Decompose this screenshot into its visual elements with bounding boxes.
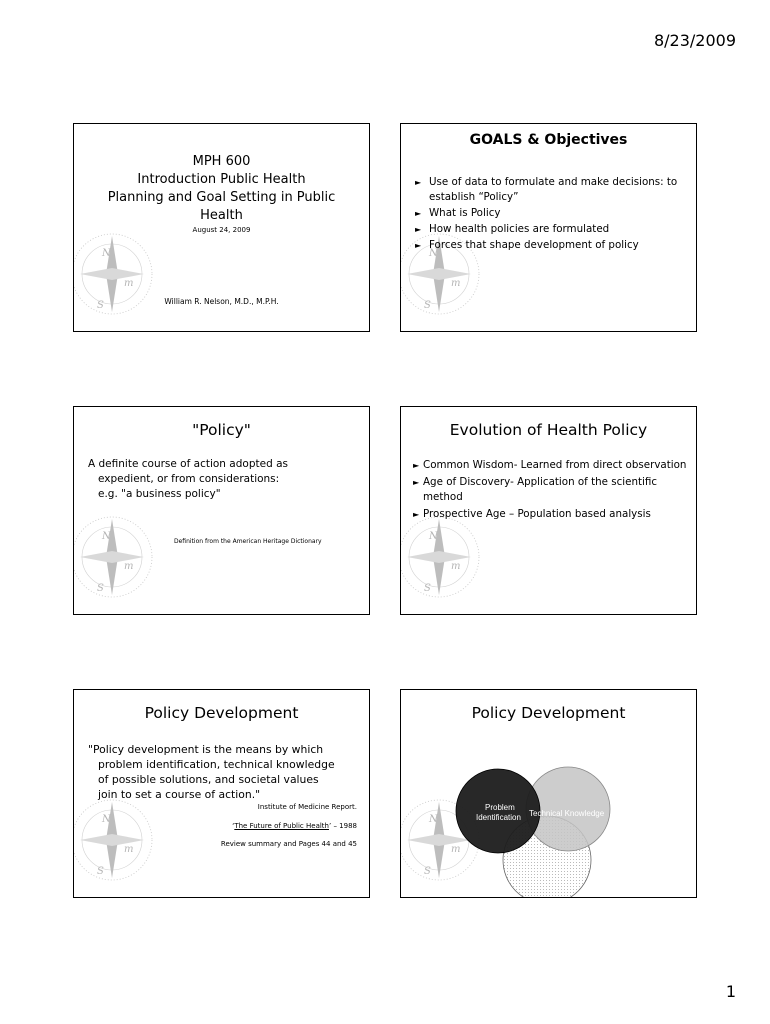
- compass-icon: [73, 792, 160, 888]
- svg-text:S: S: [97, 866, 104, 877]
- svg-text:m: m: [451, 278, 461, 289]
- triangle-bullet-icon: ►: [415, 225, 422, 234]
- svg-text:S: S: [97, 300, 104, 311]
- lecture-date: August 24, 2009: [192, 226, 251, 234]
- venn-label-technical: Technical Knowledge: [529, 809, 605, 818]
- slide-evolution: [400, 406, 697, 615]
- list-item: ► Age of Discovery- Application of the scientific method: [413, 476, 658, 503]
- svg-text:N: N: [102, 814, 111, 825]
- slide-policy-development-quote: [73, 689, 370, 898]
- svg-text:S: S: [424, 583, 431, 594]
- slide-heading: Policy Development: [144, 704, 299, 722]
- svg-text:m: m: [451, 844, 461, 855]
- quote-line: join to set a course of action.": [98, 788, 261, 801]
- reference-title: ‘The Future of Public Health’ – 1988: [232, 822, 357, 830]
- svg-text:N: N: [429, 531, 438, 542]
- source-note: Definition from the American Heritage Dictionary: [174, 538, 322, 545]
- triangle-bullet-icon: ►: [415, 209, 422, 218]
- definition-text: [88, 457, 357, 502]
- triangle-bullet-icon: ►: [413, 461, 420, 470]
- slide-heading: "Policy": [192, 421, 251, 439]
- slide-policy-definition: [73, 406, 370, 615]
- triangle-bullet-icon: ►: [413, 478, 420, 487]
- quote-text: [88, 742, 359, 802]
- slide-heading: Evolution of Health Policy: [449, 421, 648, 439]
- title-block: [74, 153, 369, 235]
- list-item: ► Prospective Age – Population based analysis: [413, 508, 651, 520]
- venn-diagram: [431, 750, 621, 898]
- svg-text:m: m: [124, 278, 134, 289]
- list-item: ► Use of data to formulate and make decisions: to establish “Policy”: [415, 176, 678, 203]
- svg-text:N: N: [102, 248, 111, 259]
- course-title: Introduction Public Health: [137, 172, 306, 187]
- page-date: 8/23/2009: [653, 31, 736, 50]
- list-item: ► Forces that shape development of policy: [415, 239, 639, 251]
- slide-heading: Policy Development: [471, 704, 626, 722]
- list-item: ► How health policies are formulated: [415, 223, 610, 235]
- svg-text:m: m: [124, 561, 134, 572]
- definition-example: e.g. "a business policy": [98, 488, 221, 500]
- author: William R. Nelson, M.D., M.P.H.: [164, 297, 279, 306]
- bullet-list: [413, 458, 690, 524]
- quote-line: problem identification, technical knowledge: [98, 758, 335, 771]
- svg-text:N: N: [102, 531, 111, 542]
- slide-heading: GOALS & Objectives: [469, 132, 628, 148]
- compass-icon: [73, 226, 160, 322]
- svg-text:m: m: [124, 844, 134, 855]
- venn-label-problem-1: Problem: [485, 803, 515, 812]
- venn-label-problem-2: Identification: [476, 813, 521, 822]
- list-item: ► Common Wisdom- Learned from direct observation: [413, 459, 687, 471]
- reference-source: Institute of Medicine Report.: [257, 803, 357, 811]
- lecture-title-line2: Health: [200, 208, 243, 223]
- course-code: MPH 600: [192, 154, 251, 169]
- triangle-bullet-icon: ►: [415, 178, 422, 187]
- triangle-bullet-icon: ►: [415, 241, 422, 250]
- definition-line: expedient, or from considerations:: [98, 473, 280, 485]
- triangle-bullet-icon: ►: [413, 510, 420, 519]
- page-number: 1: [725, 982, 736, 1001]
- slide-goals: [400, 123, 697, 332]
- slide-policy-development-venn: [400, 689, 697, 898]
- svg-text:S: S: [97, 583, 104, 594]
- svg-text:N: N: [429, 248, 438, 259]
- svg-text:N: N: [429, 814, 438, 825]
- bullet-list: [415, 175, 690, 254]
- quote-line: of possible solutions, and societal values: [98, 773, 319, 786]
- list-item: ► What is Policy: [415, 207, 501, 219]
- lecture-title-line1: Planning and Goal Setting in Public: [107, 190, 336, 205]
- reference-pages: Review summary and Pages 44 and 45: [220, 840, 357, 848]
- definition-line: A definite course of action adopted as: [88, 458, 288, 470]
- svg-text:S: S: [424, 866, 431, 877]
- compass-icon: [73, 509, 160, 605]
- slide-title: [73, 123, 370, 332]
- svg-text:S: S: [424, 300, 431, 311]
- quote-line: "Policy development is the means by which: [88, 743, 324, 756]
- svg-text:m: m: [451, 561, 461, 572]
